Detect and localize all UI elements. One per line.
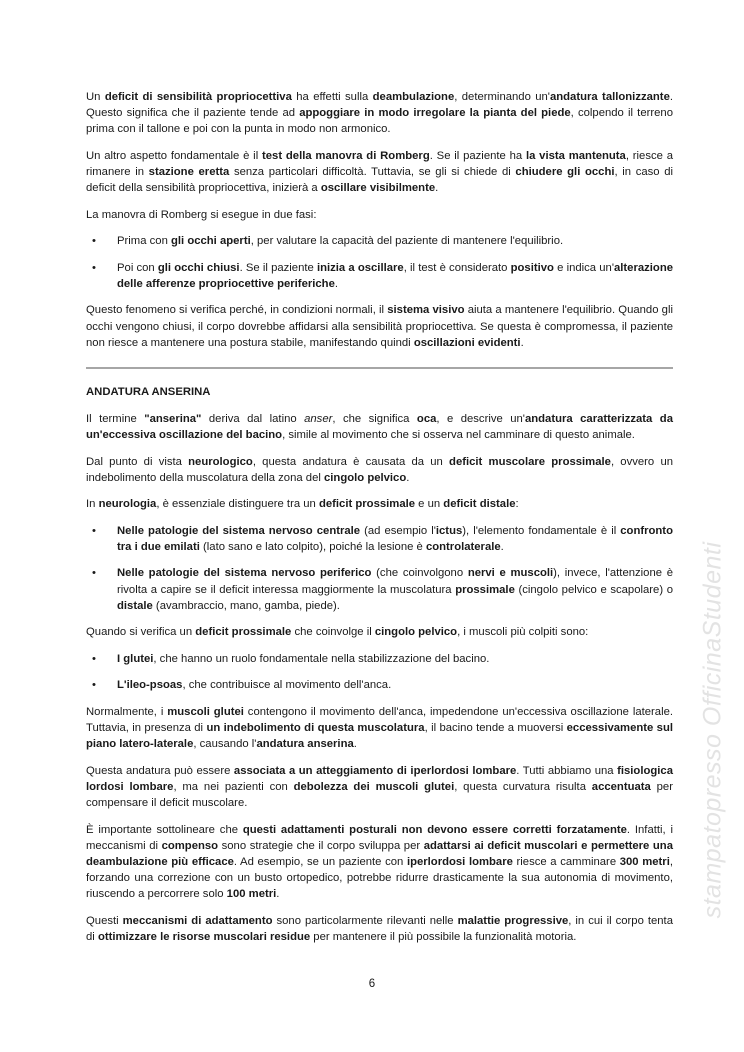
bold-text: deficit distale [443, 498, 516, 511]
paragraph [86, 148, 673, 196]
bold-text: inizia a oscillare [316, 261, 404, 274]
text-run: , che hanno un ruolo fondamentale nella stabilizzazione del bacino. [153, 652, 490, 665]
bold-text: neurologia [98, 498, 157, 511]
text-run: . Tutti abbiamo una [516, 764, 618, 777]
bold-text: appoggiare in modo irregolare la pianta del piede [299, 107, 571, 120]
bold-text: adattarsi ai deficit muscolari e permettere una deambulazione più efficace [86, 839, 673, 868]
bold-text: stazione eretta [148, 165, 230, 178]
text-run: , ovvero un indebolimento della muscolatura della zona del [86, 455, 674, 484]
paragraph [86, 624, 673, 640]
bold-text: 300 metri [619, 855, 670, 868]
text-run: . [500, 540, 504, 553]
text-run: , e descrive un' [436, 412, 525, 425]
text-run: Un [86, 91, 105, 103]
bold-text: prossimale [455, 583, 515, 596]
bullet-icon: • [92, 261, 96, 274]
document-body [86, 89, 673, 955]
bold-text: "anserina" [144, 412, 202, 425]
bold-text: la vista mantenuta [525, 149, 626, 162]
text-run: , i muscoli più colpiti sono: [457, 626, 589, 639]
paragraph [86, 302, 673, 350]
text-run: Questi [86, 914, 123, 927]
bold-text: alterazione delle afferenze propriocettive periferiche [117, 261, 674, 290]
text-run: , causando l' [193, 738, 257, 751]
text-run: Il termine [86, 412, 145, 425]
bold-text: confronto tra i due emilati [117, 524, 673, 553]
bold-text: andatura tallonizzante [549, 91, 670, 103]
bold-text: ictus [435, 524, 463, 537]
text-run: ), invece, l'attenzione è rivolta a capire se il deficit interessa maggiormente la muscolatura [117, 567, 673, 596]
text-run: È importante sottolineare che [86, 823, 243, 836]
text-run: . Se il paziente [239, 261, 317, 274]
bold-text: 100 metri [226, 887, 277, 900]
bold-text: oca [416, 412, 437, 425]
bold-text: positivo [510, 261, 554, 274]
bold-text: deficit prossimale [318, 498, 416, 511]
text-run: Poi con [117, 261, 158, 274]
bullet-item [86, 523, 673, 555]
text-run: (avambraccio, mano, gamba, piede). [152, 599, 340, 612]
text-run: Questo fenomeno si verifica perché, in condizioni normali, il [86, 304, 388, 317]
bold-text: I glutei [117, 652, 154, 665]
paragraph [86, 89, 673, 137]
text-run: e un [415, 498, 444, 511]
bold-text: associata a un atteggiamento di iperlordosi lombare [233, 764, 517, 777]
text-run: , il bacino tende a muoversi [424, 722, 567, 735]
bold-text: andatura anserina [256, 738, 354, 751]
bold-text: andatura caratterizzata da un'eccessiva oscillazione del bacino [86, 412, 673, 441]
text-run: (ad esempio l' [360, 524, 436, 537]
text-run: , ma nei pazienti con [173, 780, 294, 793]
italic-text: anser [304, 412, 333, 425]
text-run: , riesce a rimanere in [86, 149, 673, 178]
bold-text: neurologico [188, 455, 253, 468]
text-run: e indica un' [553, 261, 614, 274]
bold-text: debolezza dei muscoli glutei [293, 780, 455, 793]
bullet-item [86, 565, 673, 613]
bold-text: deficit prossimale [195, 626, 292, 639]
bold-text: deficit muscolare prossimale [449, 455, 611, 468]
text-run: per mantenere il più possibile la funzionalità motoria. [310, 930, 577, 943]
bold-text: muscoli glutei [167, 706, 244, 719]
bold-text: cingolo pelvico [324, 471, 407, 484]
bold-text: questi adattamenti posturali non devono essere corretti forzatamente [242, 823, 627, 836]
text-run: (che coinvolgono [371, 567, 468, 580]
text-run: ANDATURA ANSERINA [86, 385, 211, 398]
text-run: , il test è considerato [403, 261, 511, 274]
bold-text: oscillazioni evidenti [413, 336, 521, 349]
text-run: La manovra di Romberg si esegue in due fasi: [86, 208, 317, 221]
bullet-icon: • [92, 567, 96, 580]
bold-text: ottimizzare le risorse muscolari residue [97, 930, 311, 943]
text-run: Un altro aspetto fondamentale è il [86, 149, 262, 162]
bold-text: un indebolimento di questa muscolatura [206, 722, 425, 735]
text-run: , simile al movimento che si osserva nel camminare di questo animale. [282, 428, 635, 441]
text-run: , forzando una correzione con un busto ortopedico, potrebbe ridurre drasticamente la sua autonomia di movimento, riuscendo a percorrere solo [86, 855, 673, 900]
bullet-icon: • [92, 524, 96, 537]
bold-text: fisiologica lordosi lombare [86, 764, 673, 793]
bold-text: deambulazione [372, 91, 455, 103]
text-run: contengono il movimento dell'anca, impedendone un'eccessiva oscillazione laterale. Tuttavia, in presenza di [86, 706, 674, 735]
bold-text: sistema visivo [387, 304, 465, 317]
text-run: . Questo significa che il paziente tende ad [86, 91, 673, 120]
bold-text: gli occhi chiusi [157, 261, 240, 274]
text-run: . Se il paziente ha [429, 149, 526, 162]
paragraph [86, 411, 673, 443]
paragraph [86, 704, 673, 752]
bold-text: gli occhi aperti [171, 235, 251, 248]
text-run: per compensare il deficit muscolare. [86, 780, 673, 809]
bold-text: nervi e muscoli [467, 567, 554, 580]
text-run: , che contribuisce al movimento dell'anca. [182, 679, 392, 692]
bold-text: meccanismi di adattamento [122, 914, 273, 927]
text-run: Quando si verifica un [86, 626, 196, 639]
bold-text: compenso [161, 839, 219, 852]
paragraph [86, 207, 673, 223]
text-run: Normalmente, i [86, 706, 168, 719]
bold-text: test della manovra di Romberg [262, 149, 430, 162]
text-run: , che significa [332, 412, 417, 425]
text-run: che coinvolge il [291, 626, 375, 639]
text-run: Dal punto di vista [86, 455, 189, 468]
text-run: , colpendo il terreno prima con il tallone e poi con la punta in modo non armonico. [86, 107, 673, 136]
paragraph [86, 913, 673, 945]
bullet-item [86, 260, 673, 292]
bold-text: accentuata [591, 780, 651, 793]
text-run: aiuta a mantenere l'equilibrio. Quando gli occhi vengono chiusi, il corpo dovrebbe affidarsi alla sensibilità propriocettiva. Se questa è compromessa, il paziente non riesce a mantenere una postura stabile, manifestando quindi [86, 304, 673, 349]
text-run: Prima con [117, 235, 171, 248]
text-run: , determinando un' [454, 91, 550, 103]
bullet-icon: • [92, 679, 96, 692]
bullet-icon: • [92, 652, 96, 665]
bold-text: deficit di sensibilità propriocettiva [104, 91, 292, 103]
text-run: , in cui il corpo tenta di [86, 914, 673, 943]
bold-text: distale [117, 599, 153, 612]
text-run: . [334, 277, 338, 290]
text-run: riesce a camminare [512, 855, 620, 868]
bold-text: Nelle patologie del sistema nervoso periferico [117, 567, 372, 580]
bold-text: cingolo pelvico [374, 626, 458, 639]
text-run: In [86, 498, 99, 511]
bold-text: L'ileo-psoas [117, 679, 183, 692]
bold-text: controlaterale [425, 540, 501, 553]
text-run: : [515, 498, 519, 511]
text-run: Questa andatura può essere [86, 764, 234, 777]
bullet-item [86, 233, 673, 249]
bold-text: oscillare visibilmente [320, 181, 436, 194]
watermark: stampatopresso OfficinaStudenti [698, 541, 727, 919]
text-run: sono particolarmente rilevanti nelle [272, 914, 458, 927]
section-heading [86, 384, 673, 400]
text-run: , questa andatura è causata da un [252, 455, 450, 468]
bullet-item [86, 677, 673, 693]
text-run: . [520, 336, 524, 349]
text-run: senza particolari difficoltà. Tuttavia, se gli si chiede di [229, 165, 516, 178]
text-run: , per valutare la capacità del paziente di mantenere l'equilibrio. [250, 235, 564, 248]
text-run: ), l'elemento fondamentale è il [462, 524, 621, 537]
paragraph [86, 763, 673, 811]
text-run: . Infatti, i meccanismi di [86, 823, 673, 852]
bullet-item [86, 651, 673, 667]
text-run: . [406, 471, 410, 484]
text-run: sono strategie che il corpo sviluppa per [218, 839, 424, 852]
text-run: , è essenziale distinguere tra un [156, 498, 319, 511]
bold-text: Nelle patologie del sistema nervoso centrale [117, 524, 361, 537]
bold-text: chiudere gli occhi [515, 165, 615, 178]
text-run: . Ad esempio, se un paziente con [233, 855, 407, 868]
bold-text: eccessivamente sul piano latero-laterale [86, 722, 673, 751]
text-run: . [435, 181, 439, 194]
paragraph [86, 496, 673, 512]
text-run: , questa curvatura risulta [454, 780, 592, 793]
bold-text: iperlordosi lombare [406, 855, 513, 868]
page-number: 6 [368, 978, 376, 990]
paragraph [86, 822, 673, 902]
text-run: . [353, 738, 357, 751]
text-run: (lato sano e lato colpito), poiché la lesione è [199, 540, 426, 553]
bullet-icon: • [92, 235, 96, 248]
text-run: (cingolo pelvico e scapolare) o [514, 583, 673, 596]
text-run: , in caso di deficit della sensibilità propriocettiva, inizierà a [86, 165, 674, 194]
text-run: . [276, 887, 280, 900]
text-run: deriva dal latino [201, 412, 305, 425]
text-run: ha effetti sulla [291, 91, 373, 103]
section-divider [86, 367, 673, 369]
bold-text: malattie progressive [457, 914, 569, 927]
paragraph [86, 454, 673, 486]
